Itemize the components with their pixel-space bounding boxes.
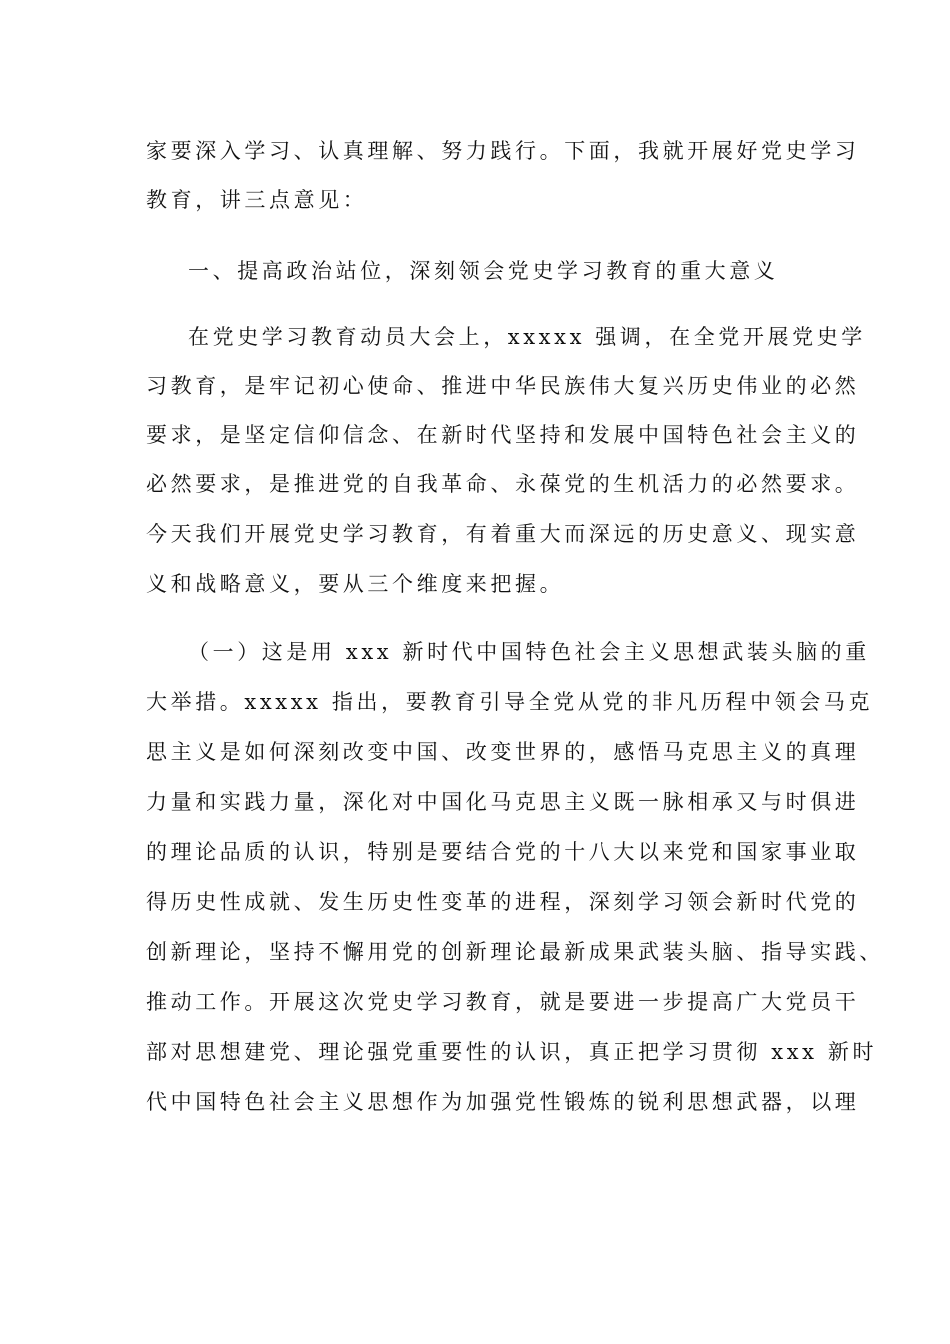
text-line: 要求，是坚定信仰信念、在新时代坚持和发展中国特色社会主义的 — [146, 423, 860, 447]
text-line: 义和战略意义，要从三个维度来把握。 — [146, 572, 565, 596]
text-line: 在党史学习教育动员大会上，xxxxx 强调，在全党开展党史学 — [188, 325, 866, 349]
text-line: 家要深入学习、认真理解、努力践行。下面，我就开展好党史学习 — [146, 139, 860, 163]
text-line: 部对思想建党、理论强党重要性的认识，真正把学习贯彻 xxx 新时 — [146, 1040, 878, 1064]
text-line: 力量和实践力量，深化对中国化马克思主义既一脉相承又与时俱进 — [146, 790, 860, 814]
section-heading: 一、提高政治站位，深刻领会党史学习教育的重大意义 — [188, 259, 779, 283]
text-line: 必然要求，是推进党的自我革命、永葆党的生机活力的必然要求。 — [146, 472, 860, 496]
text-line: 创新理论，坚持不懈用党的创新理论最新成果武装头脑、指导实践、 — [146, 940, 884, 964]
text-line: 推动工作。开展这次党史学习教育，就是要进一步提高广大党员干 — [146, 990, 860, 1014]
text-line: 大举措。xxxxx 指出，要教育引导全党从党的非凡历程中领会马克 — [146, 690, 874, 714]
text-line: 思主义是如何深刻改变中国、改变世界的，感悟马克思主义的真理 — [146, 740, 860, 764]
text-line: 得历史性成就、发生历史性变革的进程，深刻学习领会新时代党的 — [146, 890, 860, 914]
subsection-heading: （一）这是用 xxx 新时代中国特色社会主义思想武装头脑的重 — [188, 640, 870, 664]
text-line: 习教育，是牢记初心使命、推进中华民族伟大复兴历史伟业的必然 — [146, 374, 860, 398]
text-line: 代中国特色社会主义思想作为加强党性锻炼的锐利思想武器，以理 — [146, 1090, 860, 1114]
text-line: 今天我们开展党史学习教育，有着重大而深远的历史意义、现实意 — [146, 522, 860, 546]
text-line: 的理论品质的认识，特别是要结合党的十八大以来党和国家事业取 — [146, 840, 860, 864]
text-line: 教育，讲三点意见： — [146, 188, 368, 212]
